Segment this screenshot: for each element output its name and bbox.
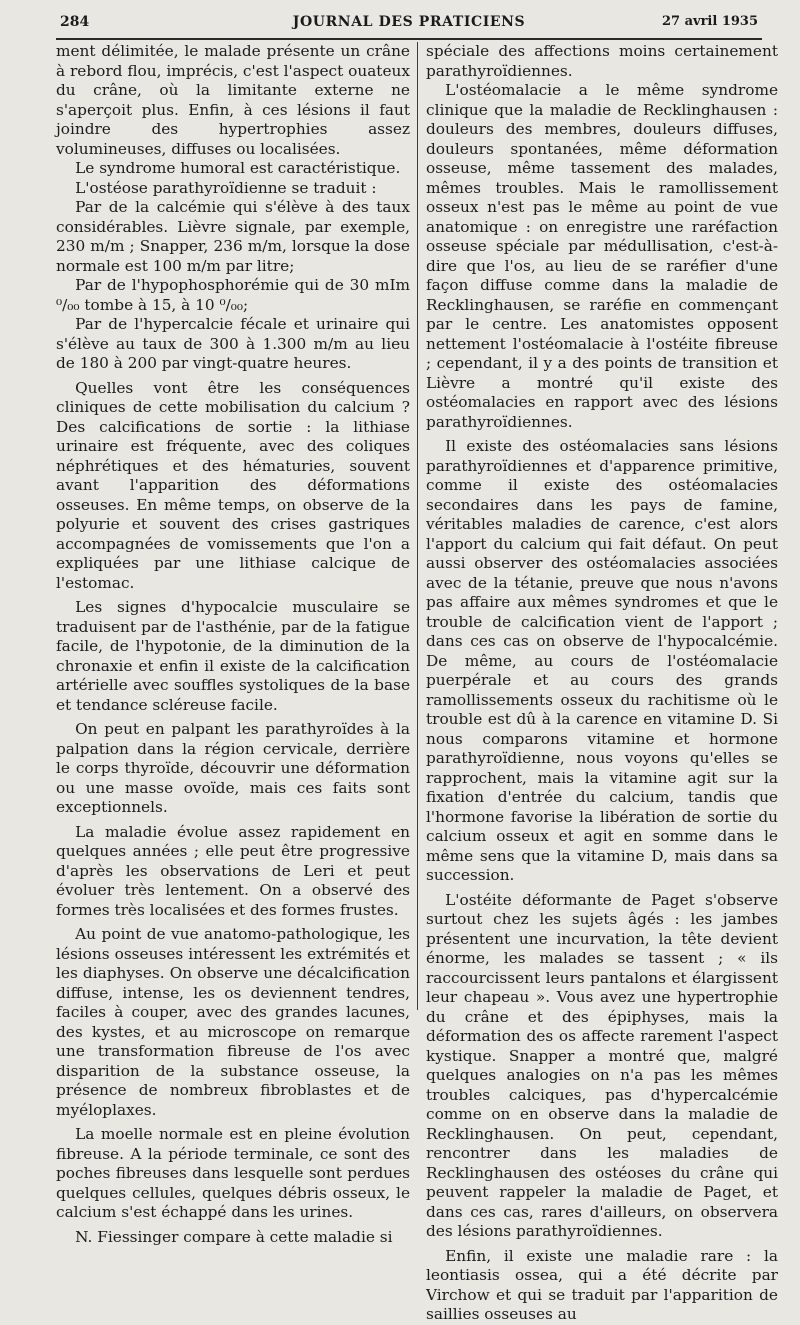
right-column <box>426 42 778 1325</box>
page-number: 284 <box>60 14 90 30</box>
left-column <box>56 42 410 1247</box>
paragraph: La moelle normale est en pleine évolution fibreuse. A la période terminale, ce sont des poches fibreuses dans lesquelle sont perdues quelques cellules, quelques débris osseux, le calcium s'est échappé dans les urines. <box>56 1125 410 1221</box>
paragraph: N. Fiessinger compare à cette maladie si <box>75 1227 393 1246</box>
paragraph: L'ostéite déformante de Paget s'observe surtout chez les sujets âgés : les jambes présentent une incurvation, la tête devient énorme, les malades se tassent ; « ils raccourcissent leurs pantalons et élargissent leur chapeau ». Vous avez une hypertrophie du crâne et des épiphyses, mais la déformation des os affecte rarement l'aspect kystique. Snapper a montré que, malgré quelques analogies on n'a pas les mêmes troubles calciques, pas d'hypercalcémie comme on en observe dans la maladie de Recklinghausen. On peut, cependant, rencontrer dans les maladies de Recklinghausen des ostéoses du crâne qui peuvent rappeler la maladie de Paget, et dans ces cas, rares d'ailleurs, on observera des lésions parathyroïdiennes. <box>426 890 778 1240</box>
paragraph: L'ostéomalacie a le même syndrome clinique que la maladie de Recklinghausen : douleurs des membres, douleurs diffuses, douleurs spontanées, même déformation osseuse, même tassement des malades, mêmes troubles. Mais le ramollissement osseux n'est pas le même au point de vue anatomique : on enregistre une raréfaction osseuse spéciale par médullisation, c'est-à-dire que l'os, au lieu de se raréfier d'une façon diffuse comme dans la maladie de Recklinghausen, se raréfie en commençant par le centre. Les anatomistes opposent nettement l'ostéomalacie à l'ostéite fibreuse ; cependant, il y a des points de transition et Lièvre a montré qu'il existe des ostéomalacies en rapport avec des lésions parathyroïdiennes. <box>426 81 778 431</box>
paragraph: Le syndrome humoral est caractéristique. <box>75 159 401 177</box>
paragraph: La maladie évolue assez rapidement en quelques années ; elle peut être progressive d'après les observations de Leri et peut évoluer très lentement. On a observé des formes très localisées et des formes frustes. <box>56 822 410 919</box>
paragraph: Les signes d'hypocalcie musculaire se traduisent par de l'asthénie, par de la fatigue facile, de l'hypotonie, de la diminution de la chronaxie et enfin il existe de la calcification artérielle avec souffles systoliques de la base et tendance scléreuse facile. <box>56 598 410 714</box>
column-divider <box>417 42 418 1010</box>
paragraph: Par de la calcémie qui s'élève à des taux considérables. Lièvre signale, par exemple, 230 m/m ; Snapper, 236 m/m, lorsque la dose normale est 100 m/m par litre; <box>56 198 410 275</box>
paragraph: On peut en palpant les parathyroïdes à la palpation dans la région cervicale, derrière le corps thyroïde, découvrir une déformation ou une masse ovoïde, mais ces faits sont exceptionnels. <box>56 720 410 816</box>
paragraph: Enfin, il existe une maladie rare : la leontiasis ossea, qui a été décrite par Virchow et qui se traduit par l'apparition de saillies osseuses au <box>426 1246 778 1323</box>
paragraph: Par de l'hypophosphorémie qui de 30 mIm ⁰/₀₀ tombe à 15, à 10 ⁰/₀₀; <box>56 276 410 314</box>
paragraph: Quelles vont être les conséquences cliniques de cette mobilisation du calcium ? Des calcifications de sortie : la lithiase urinaire est fréquente, avec des coliques néphrétiques et des hématuries, souvent avant l'apparition des déformations osseuses. En même temps, on observe de la polyurie et souvent des crises gastriques accompagnées de vomissements que l'on a expliquées par une lithiase calcique de l'estomac. <box>56 378 410 592</box>
paragraph: L'ostéose parathyroïdienne se traduit : <box>75 178 377 197</box>
paragraph: Par de l'hypercalcie fécale et urinaire qui s'élève au taux de 300 à 1.300 m/m au lieu de 180 à 200 par vingt-quatre heures. <box>56 315 410 372</box>
journal-title: JOURNAL DES PRATICIENS <box>292 14 526 30</box>
header-rule <box>56 38 762 40</box>
paragraph: spéciale des affections moins certainement parathyroïdiennes. <box>426 42 778 80</box>
paragraph: Il existe des ostéomalacies sans lésions parathyroïdiennes et d'apparence primitive, comme il existe des ostéomalacies secondaires dans les pays de famine, véritables maladies de carence, c'est alors l'apport du calcium qui fait défaut. On peut aussi observer des ostéomalacies associées avec de la tétanie, preuve que nous n'avons pas affaire aux mêmes syndromes et que le trouble de calcification vient de l'apport ; dans ces cas on observe de l'hypocalcémie. De même, au cours de l'ostéomalacie puerpérale et au cours des grands ramollissements osseux du rachitisme où le trouble est dû à la carence en vitamine D. Si nous comparons vitamine et hormone parathyroïdienne, nous voyons qu'elles se rapprochent, mais la vitamine agit sur la fixation d'entrée du calcium, tandis que l'hormone favorise la libération de sortie du calcium osseux et agit en somme dans le même sens que la vitamine D, mais dans sa succession. <box>426 437 778 884</box>
page-header <box>60 14 758 36</box>
issue-date: 27 avril 1935 <box>661 14 758 29</box>
paragraph: Au point de vue anatomo-pathologique, les lésions osseuses intéressent les extrémités et les diaphyses. On observe une décalcification diffuse, intense, les os deviennent tendres, faciles à couper, avec des grandes lacunes, des kystes, et au microscope on remarque une transformation fibreuse de l'os avec disparition de la substance osseuse, la présence de nombreux fibroblastes et de myéloplaxes. <box>56 925 410 1119</box>
paragraph: ment délimitée, le malade présente un crâne à rebord flou, imprécis, c'est l'aspect ouateux du crâne, où la limitante externe ne s'aperçoit plus. Enfin, à ces lésions il faut joindre des hypertrophies assez volumineuses, diffuses ou localisées. <box>56 42 410 158</box>
